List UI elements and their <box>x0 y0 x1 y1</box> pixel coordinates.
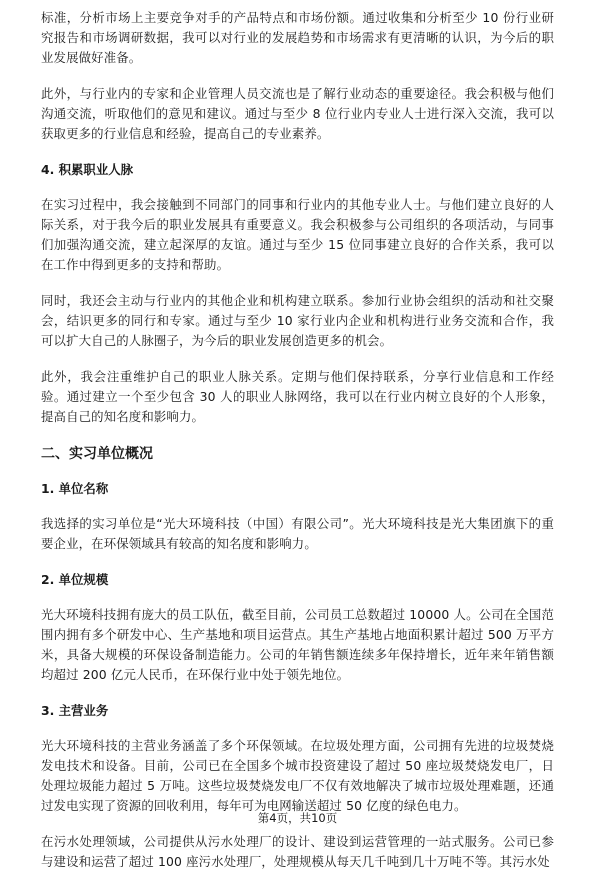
heading-company-name: 1. 单位名称 <box>41 481 109 496</box>
heading-build-network: 4. 积累职业人脉 <box>41 162 133 177</box>
paragraph-colleague-relations: 在实习过程中，我会接触到不同部门的同事和行业内的其他专业人士。与他们建立良好的人际关系，对于我今后的职业发展具有重要意义。我会积极参与公司组织的各项活动，与同事们加强沟通交流，建立起深厚的友谊。通过与至少 15 位同事建立良好的合作关系，我可以在工作中得到更多的支持和帮助。 <box>41 197 554 272</box>
heading-main-business: 3. 主营业务 <box>41 703 109 718</box>
heading-company-scale: 2. 单位规模 <box>41 572 109 587</box>
paragraph-sewage-treatment: 在污水处理领域，公司提供从污水处理厂的设计、建设到运营管理的一站式服务。公司已参与建设和运营了超过 100 座污水处理厂，处理规模从每天几千吨到几十万吨不等。其污水处 <box>41 834 554 869</box>
paragraph-maintain-network: 此外，我会注重维护自己的职业人脉关系。定期与他们保持联系，分享行业信息和工作经验。通过建立一个至少包含 30 人的职业人脉网络，我可以在行业内树立良好的个人形象，提高自己的知名度和影响力。 <box>41 369 554 424</box>
paragraph-company-name: 我选择的实习单位是“光大环境科技（中国）有限公司”。光大环境科技是光大集团旗下的重要企业，在环保领域具有较高的知名度和影响力。 <box>41 516 554 551</box>
paragraph-company-scale: 光大环境科技拥有庞大的员工队伍，截至目前，公司员工总数超过 10000 人。公司在全国范围内拥有多个研发中心、生产基地和项目运营点。其生产基地占地面积累计超过 500 万平方米，具备大规模的环保设备制造能力。公司的年销售额连续多年保持增长，近年来年销售额均超过 200 亿元人民币，在环保行业中处于领先地位。 <box>41 607 554 682</box>
paragraph-waste-processing: 光大环境科技的主营业务涵盖了多个环保领域。在垃圾处理方面，公司拥有先进的垃圾焚烧发电技术和设备。目前，公司已在全国多个城市投资建设了超过 50 座垃圾焚烧发电厂，日处理垃圾能力超过 5 万吨。这些垃圾焚烧发电厂不仅有效地解决了城市垃圾处理难题，还通过发电实现了资源的回收利用，每年可为电网输送超过 50 亿度的绿色电力。 <box>41 738 554 813</box>
paragraph-industry-contacts: 同时，我还会主动与行业内的其他企业和机构建立联系。参加行业协会组织的活动和社交聚会，结识更多的同行和专家。通过与至少 10 家行业内企业和机构进行业务交流和合作，我可以扩大自己的人脉圈子，为今后的职业发展创造更多的机会。 <box>41 293 554 348</box>
paragraph-expert-exchange: 此外，与行业内的专家和企业管理人员交流也是了解行业动态的重要途径。我会积极与他们沟通交流，听取他们的意见和建议。通过与至少 8 位行业内专业人士进行深入交流，我可以获取更多的行业信息和经验，提高自己的专业素养。 <box>41 86 554 141</box>
page-number-footer: 第4页，共10页 <box>257 811 338 825</box>
paragraph-market-analysis: 标准，分析市场上主要竞争对手的产品特点和市场份额。通过收集和分析至少 10 份行业研究报告和市场调研数据，我可以对行业的发展趋势和市场需求有更清晰的认识，为今后的职业发展做好准备。 <box>41 10 554 65</box>
section-heading-company-overview: 二、实习单位概况 <box>41 446 153 462</box>
